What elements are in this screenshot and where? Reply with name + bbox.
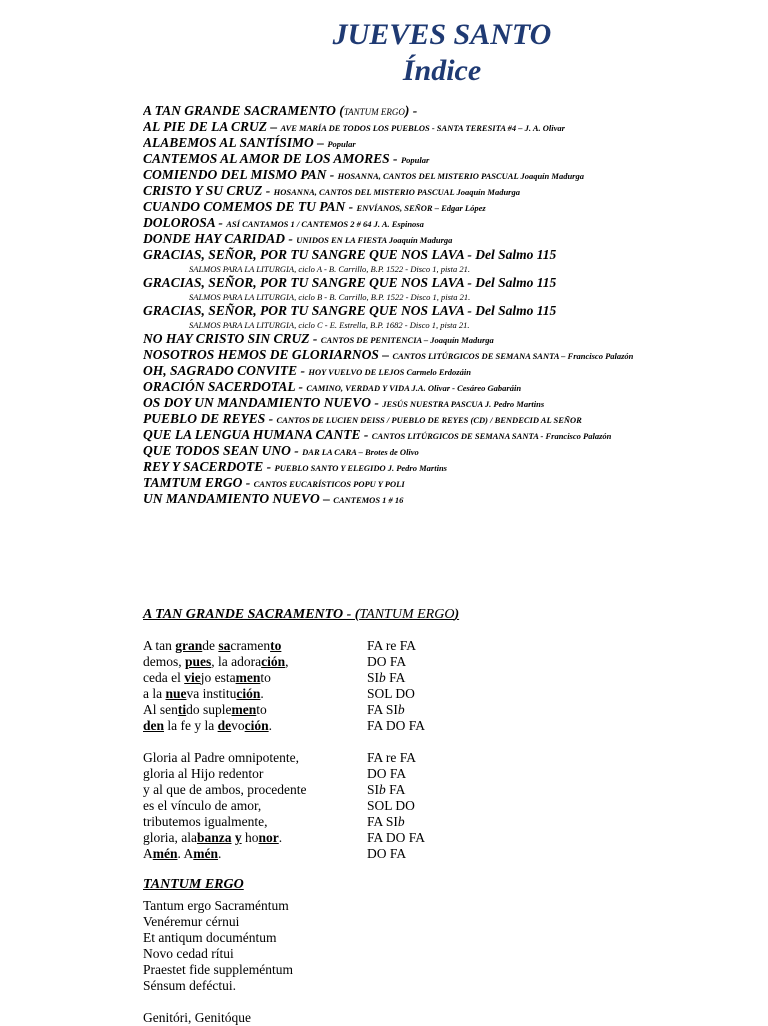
- chord-notation: DO FA: [367, 766, 407, 781]
- lyric-text: [143, 798, 261, 814]
- index-entry: [143, 331, 763, 347]
- stressed-syllable: den: [143, 718, 165, 733]
- index-entry-title: QUE LA LENGUA HUMANA CANTE -: [143, 427, 372, 442]
- stressed-syllable: ción: [236, 686, 261, 701]
- lyric-line: [143, 914, 743, 930]
- syllable: to: [260, 670, 271, 685]
- stressed-syllable: pues: [185, 654, 212, 669]
- chord-notation: DO FA: [367, 846, 407, 861]
- index-entry-source: ASÍ CANTAMOS 1 / CANTEMOS 2 # 64 J. A. Espinosa: [226, 219, 424, 229]
- index-entry: [143, 247, 763, 263]
- page-subtitle: Índice: [402, 54, 482, 87]
- syllable: Gloria al Padre omnipotente,: [143, 750, 299, 765]
- index-entry-title: TAMTUM ERGO -: [143, 475, 254, 490]
- lyric-text: [143, 750, 299, 766]
- index-entry-title: CUANDO COMEMOS DE TU PAN -: [143, 199, 357, 214]
- syllable: jo esta: [200, 670, 236, 685]
- stressed-syllable: sa: [218, 638, 231, 653]
- index-entry: [143, 475, 763, 491]
- syllable: .: [218, 846, 222, 861]
- lyric-text: Novo cedad rítui: [143, 946, 234, 961]
- chord-notation: FA re FA: [367, 638, 417, 653]
- stressed-syllable: nor: [258, 830, 279, 845]
- stressed-syllable: de: [217, 718, 232, 733]
- syllable: gloria, ala: [143, 830, 197, 845]
- chord-notation: DO FA: [367, 654, 407, 669]
- page-title: JUEVES SANTO: [332, 18, 552, 51]
- lyric-text: [143, 686, 264, 702]
- syllable: .: [260, 686, 264, 701]
- syllable: , la adora: [211, 654, 262, 669]
- lyric-line: [143, 930, 743, 946]
- index-entry-source: HOY VUELVO DE LEJOS Carmelo Erdozáin: [308, 367, 471, 377]
- chord-notation: SOL DO: [367, 798, 415, 813]
- stanza-2: [143, 750, 743, 862]
- song-title-text: [143, 607, 459, 622]
- index-entry-source: Popular: [327, 139, 356, 149]
- flat-sign: b: [397, 814, 405, 829]
- lyric-text: [143, 654, 289, 670]
- song-title-tan-grande: [143, 605, 459, 623]
- lyric-line: [143, 670, 743, 686]
- syllable: A: [143, 846, 153, 861]
- index-entry: [143, 491, 763, 507]
- syllable: tributemos igualmente,: [143, 814, 268, 829]
- index-entry: [143, 411, 763, 427]
- stanza-1: [143, 638, 743, 734]
- index-entry-source: UNIDOS EN LA FIESTA Joaquín Madurga: [296, 235, 453, 245]
- index-entry-title: ALABEMOS AL SANTÍSIMO –: [143, 135, 328, 150]
- stressed-syllable: to: [270, 638, 282, 653]
- index-entry: [143, 459, 763, 475]
- index-entry: [143, 199, 763, 215]
- index-entry: [143, 347, 763, 363]
- syllable: . A: [177, 846, 194, 861]
- stressed-syllable: nue: [165, 686, 187, 701]
- lyric-line: [143, 962, 743, 978]
- song-title-text: TANTUM ERGO: [143, 877, 244, 892]
- index-entry-after: ) -: [404, 103, 418, 118]
- index-entry-source: ENVÍANOS, SEÑOR – Edgar López: [356, 203, 486, 213]
- lyric-text: [143, 846, 221, 862]
- syllable: do suple: [186, 702, 232, 717]
- index-entry-source: HOSANNA, CANTOS DEL MISTERIO PASCUAL Joaquín Madurga: [337, 171, 584, 181]
- index-entry: [143, 443, 763, 459]
- syllable: es el vínculo de amor,: [143, 798, 262, 813]
- chord-notation: FA DO FA: [367, 830, 426, 845]
- lyric-text: [143, 718, 272, 734]
- stressed-syllable: y: [234, 830, 242, 845]
- index-entry-title: CANTEMOS AL AMOR DE LOS AMORES -: [143, 151, 401, 166]
- lyric-text: Sénsum deféctui.: [143, 978, 236, 993]
- stressed-syllable: ción: [244, 718, 269, 733]
- lyric-text: Praestet fide suppleméntum: [143, 962, 293, 977]
- index-entry-title: REY Y SACERDOTE -: [143, 459, 275, 474]
- lyric-text: [143, 702, 267, 718]
- syllable: A tan: [143, 638, 176, 653]
- index-entry-source: DAR LA CARA – Brotes de Olivo: [302, 447, 419, 457]
- index-entry-title: OS DOY UN MANDAMIENTO NUEVO -: [143, 395, 383, 410]
- index-entry-title: CRISTO Y SU CRUZ -: [143, 183, 274, 198]
- index-entry: [143, 167, 763, 183]
- syllable: .: [278, 830, 283, 845]
- index-entry-source: CANTOS DE PENITENCIA – Joaquín Madurga: [320, 335, 494, 345]
- index-entry-source: CANTOS EUCARÍSTICOS POPU Y POLI: [253, 479, 405, 489]
- stressed-syllable: men: [231, 702, 257, 717]
- chord-notation: SIb FA: [367, 670, 406, 685]
- syllable: demos,: [143, 654, 185, 669]
- index-entry: [143, 103, 763, 119]
- syllable: ,: [285, 654, 289, 669]
- lyric-line: [143, 798, 743, 814]
- index-entry-title: DOLOROSA -: [143, 215, 227, 230]
- chord-notation: FA re FA: [367, 750, 417, 765]
- flat-sign: b: [379, 670, 386, 685]
- song-title-after: ): [454, 607, 460, 622]
- stressed-syllable: mén: [152, 846, 178, 861]
- index-entry-title: ORACIÓN SACERDOTAL -: [143, 379, 307, 394]
- index-entry-title: NO HAY CRISTO SIN CRUZ -: [143, 331, 321, 346]
- latin-stanza-1: [143, 898, 743, 994]
- song-title-paren: TANTUM ERGO: [359, 607, 455, 622]
- chord-notation: FA DO FA: [367, 718, 426, 733]
- index-entry-source: CANTEMOS 1 # 16: [333, 495, 404, 505]
- stressed-syllable: men: [235, 670, 261, 685]
- syllable: vo: [231, 718, 245, 733]
- index-entry-title: OH, SAGRADO CONVITE -: [143, 363, 309, 378]
- index-entry-source: CAMINO, VERDAD Y VIDA J.A. Olivar - Cesáreo Gabaráin: [306, 383, 522, 393]
- lyric-line: [143, 946, 743, 962]
- syllable: va institu: [186, 686, 237, 701]
- chord-notation: FA SIb: [367, 702, 405, 717]
- index-entry-subsource: SALMOS PARA LA LITURGIA, ciclo C - E. Estrella, B.P. 1682 - Disco 1, pista 21.: [189, 320, 470, 330]
- stressed-syllable: vie: [184, 670, 201, 685]
- lyric-line: [143, 978, 743, 994]
- index-entry: [143, 303, 763, 319]
- song-title-main: A TAN GRANDE SACRAMENTO - (: [143, 607, 360, 622]
- index-entry-source: Popular: [400, 155, 430, 165]
- lyric-text: [143, 638, 281, 654]
- syllable: ceda el: [143, 670, 185, 685]
- lyric-text: Tantum ergo Sacraméntum: [143, 898, 289, 913]
- stressed-syllable: gran: [175, 638, 203, 653]
- lyric-text: [143, 814, 267, 830]
- lyric-text: [143, 670, 271, 686]
- index-entry-title: DONDE HAY CARIDAD -: [143, 231, 297, 246]
- index-entry-source: PUEBLO SANTO Y ELEGIDO J. Pedro Martins: [274, 463, 447, 473]
- index-entry: [143, 119, 763, 135]
- lyric-line: [143, 750, 743, 766]
- lyric-line: [143, 718, 743, 734]
- syllable: y al que de ambos, procedente: [143, 782, 307, 797]
- index-entry-title: A TAN GRANDE SACRAMENTO (: [143, 103, 344, 118]
- index-entry: [143, 231, 763, 247]
- index-entry-title: PUEBLO DE REYES -: [143, 411, 277, 426]
- index-entry-source: JESÚS NUESTRA PASCUA J. Pedro Martins: [382, 399, 545, 409]
- index-entry-title: GRACIAS, SEÑOR, POR TU SANGRE QUE NOS LAVA - Del Salmo 115: [143, 303, 557, 318]
- index-entry-title: NOSOTROS HEMOS DE GLORIARNOS –: [143, 347, 393, 362]
- index-entry-source: CANTOS LITÚRGICOS DE SEMANA SANTA - Francisco Palazón: [371, 431, 612, 441]
- flat-sign: b: [379, 782, 386, 797]
- index-entry: [143, 151, 763, 167]
- index-entry-title: AL PIE DE LA CRUZ –: [143, 119, 281, 134]
- lyric-text: Et antiqum documéntum: [143, 930, 277, 945]
- chord-notation: SIb FA: [367, 782, 406, 797]
- index-entry-subsource: SALMOS PARA LA LITURGIA, ciclo A - B. Carrillo, B.P. 1522 - Disco 1, pista 21.: [189, 264, 470, 274]
- syllable: Al sen: [143, 702, 178, 717]
- index-entry: [143, 215, 763, 231]
- lyric-text: [143, 766, 263, 782]
- lyric-line: [143, 846, 743, 862]
- index-entry-source: CANTOS DE LUCIEN DEISS / PUEBLO DE REYES (CD) / BENDECID AL SEÑOR: [276, 415, 582, 425]
- flat-sign: b: [397, 702, 405, 717]
- lyric-line: [143, 654, 743, 670]
- chord-notation: FA SIb: [367, 814, 405, 829]
- index-entry: [143, 395, 763, 411]
- syllable: .: [268, 718, 273, 733]
- stressed-syllable: ti: [177, 702, 187, 717]
- index-entry-source: HOSANNA, CANTOS DEL MISTERIO PASCUAL Joaquín Madurga: [273, 187, 520, 197]
- syllable: la fe y la: [164, 718, 218, 733]
- lyric-line: [143, 782, 743, 798]
- index-entry-subsource: SALMOS PARA LA LITURGIA, ciclo B - B. Carrillo, B.P. 1522 - Disco 1, pista 21.: [189, 292, 471, 302]
- chord-notation: SOL DO: [367, 686, 415, 701]
- syllable: ho: [241, 830, 259, 845]
- lyric-line: [143, 830, 743, 846]
- stressed-syllable: ción: [261, 654, 286, 669]
- song-title-tantum-ergo: [143, 875, 244, 893]
- index-entry-title: UN MANDAMIENTO NUEVO –: [143, 491, 334, 506]
- lyric-line: [143, 686, 743, 702]
- syllable: to: [256, 702, 267, 717]
- index-entry-title: COMIENDO DEL MISMO PAN -: [143, 167, 338, 182]
- lyric-line: [143, 766, 743, 782]
- lyric-line: [143, 898, 743, 914]
- index-entry-title: GRACIAS, SEÑOR, POR TU SANGRE QUE NOS LAVA - Del Salmo 115: [143, 275, 557, 290]
- index-entry-source: AVE MARÍA DE TODOS LOS PUEBLOS - SANTA TERESITA #4 – J. A. Olivar: [280, 123, 565, 133]
- song-index: [143, 103, 763, 507]
- index-entry-paren: TANTUM ERGO: [343, 107, 405, 117]
- index-entry: [143, 275, 763, 291]
- lyric-text: [143, 782, 306, 798]
- lyric-text: [143, 830, 282, 846]
- index-entry-title: QUE TODOS SEAN UNO -: [143, 443, 303, 458]
- stressed-syllable: mén: [193, 846, 219, 861]
- index-entry: [143, 183, 763, 199]
- lyric-text: Venéremur cérnui: [143, 914, 240, 929]
- syllable: cramen: [230, 638, 271, 653]
- index-entry: [143, 135, 763, 151]
- index-entry: [143, 379, 763, 395]
- index-entry-title: GRACIAS, SEÑOR, POR TU SANGRE QUE NOS LAVA - Del Salmo 115: [143, 247, 557, 262]
- lyric-line: [143, 638, 743, 654]
- syllable: gloria al Hijo redentor: [143, 766, 264, 781]
- syllable: de: [202, 638, 219, 653]
- lyric-line: [143, 702, 743, 718]
- index-entry: [143, 363, 763, 379]
- index-entry-source: CANTOS LITÚRGICOS DE SEMANA SANTA – Francisco Palazón: [392, 351, 634, 361]
- lyric-line: [143, 814, 743, 830]
- stressed-syllable: banza: [196, 830, 232, 845]
- syllable: a la: [143, 686, 166, 701]
- lyric-text: Genitóri, Genitóque: [143, 1010, 251, 1025]
- index-entry: [143, 427, 763, 443]
